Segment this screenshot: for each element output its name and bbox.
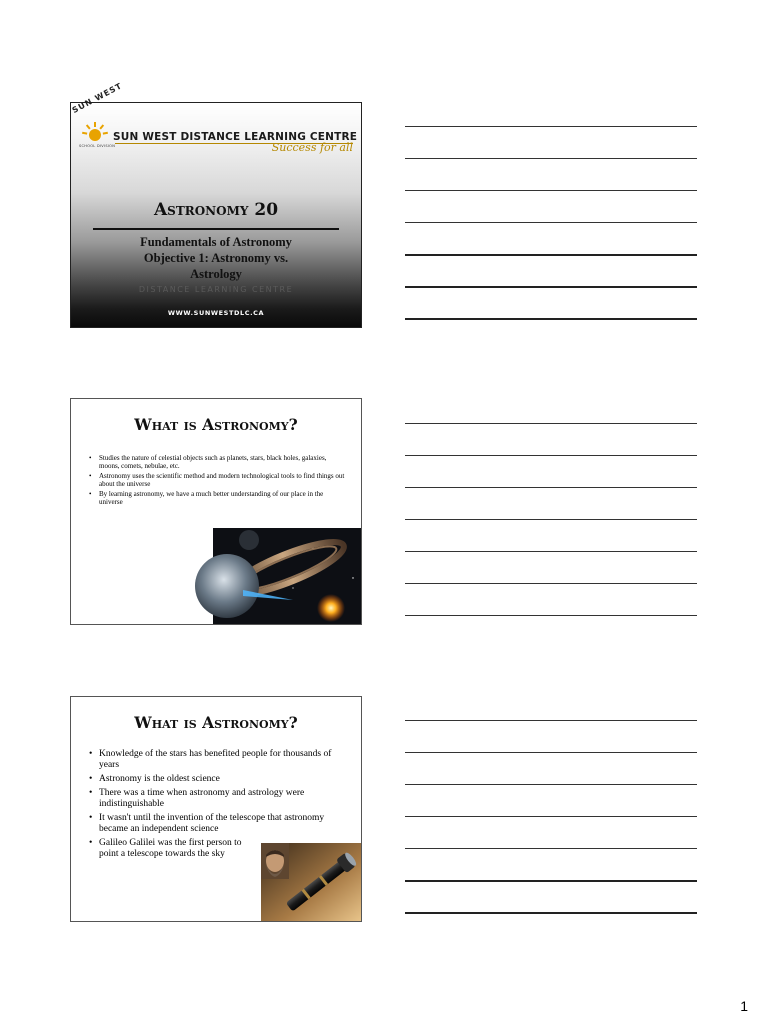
organization-name: SUN WEST DISTANCE LEARNING CENTRE — [113, 131, 358, 143]
slide-3-heading: What is Astronomy? — [134, 713, 298, 732]
sun-logo-icon — [83, 121, 107, 145]
slide-1-subtitle — [101, 234, 331, 282]
logo-tagline: Success for all — [271, 141, 353, 154]
website-url: WWW.SUNWESTDLC.CA — [167, 309, 265, 317]
subtitle-line: Fundamentals of Astronomy — [140, 235, 292, 249]
logo-arc-text: SUN WEST — [70, 81, 124, 115]
title-rule — [93, 228, 339, 230]
slide-3 — [70, 696, 362, 922]
list-item: • There was a time when astronomy and astrology were indistinguishable — [87, 788, 345, 810]
list-item: • Studies the nature of celestial objects such as planets, stars, black holes, galaxies, moons, comets, nebulae, etc. — [87, 454, 345, 470]
galileo-telescope-image — [261, 843, 361, 921]
logo-subtext: SCHOOL DIVISION — [79, 144, 116, 148]
slide-2 — [70, 398, 362, 625]
slide-2-bullet-list — [87, 454, 345, 508]
list-item: • It wasn't until the invention of the telescope that astronomy became an independent science — [87, 813, 345, 835]
list-item: • Astronomy uses the scientific method and modern technological tools to find things out about the universe — [87, 472, 345, 488]
slide-1-title — [70, 81, 362, 328]
space-scene-image — [213, 528, 361, 624]
page-number: 1 — [740, 998, 748, 1014]
slide-2-heading: What is Astronomy? — [134, 415, 298, 434]
list-item: • By learning astronomy, we have a much better understanding of our place in the universe — [87, 490, 345, 506]
list-item: • Astronomy is the oldest science — [87, 774, 345, 785]
subtitle-line: Astrology — [190, 267, 242, 281]
list-item: • Galileo Galilei was the first person to point a telescope towards the sky — [87, 838, 259, 860]
slide-1-heading: Astronomy 20 — [153, 200, 279, 220]
list-item: • Knowledge of the stars has benefited people for thousands of years — [87, 749, 345, 771]
watermark-text: DISTANCE LEARNING CENTRE — [138, 285, 294, 294]
subtitle-line: Objective 1: Astronomy vs. — [143, 251, 289, 265]
